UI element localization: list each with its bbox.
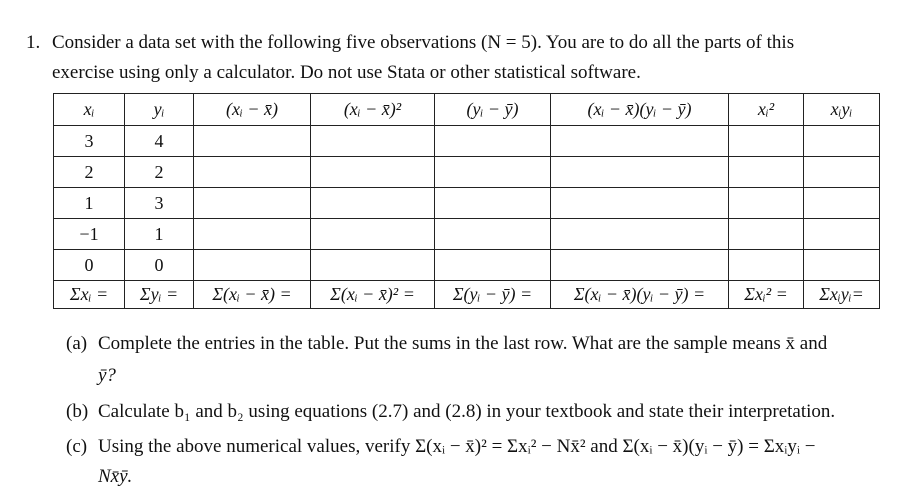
header-xy: xᵢyᵢ <box>804 94 880 126</box>
cell-cross-product <box>551 126 729 157</box>
cell-cross-product <box>551 250 729 281</box>
header-x: xᵢ <box>54 94 125 126</box>
cell-x-dev-squared <box>311 188 435 219</box>
table-row <box>54 126 880 157</box>
sums-row <box>54 281 880 309</box>
cell-x-squared <box>729 219 804 250</box>
cell-x-dev <box>194 126 311 157</box>
observations-table <box>53 93 880 309</box>
part-c-label: (c) <box>66 436 88 457</box>
cell-x: 1 <box>54 188 125 219</box>
table-header-row <box>54 94 880 126</box>
table-row <box>54 250 880 281</box>
cell-cross-product <box>551 157 729 188</box>
cell-cross-product <box>551 219 729 250</box>
part-a-label: (a) <box>66 333 88 354</box>
cell-x-dev-squared <box>311 126 435 157</box>
sum-x: Σxᵢ = <box>54 281 125 309</box>
cell-x-dev-squared <box>311 250 435 281</box>
sum-x-squared: Σxᵢ² = <box>729 281 804 309</box>
cell-y-dev <box>435 126 551 157</box>
sum-y: Σyᵢ = <box>125 281 194 309</box>
cell-y: 1 <box>125 219 194 250</box>
cell-xy <box>804 126 880 157</box>
part-a-text-line-2: ȳ? <box>98 365 116 386</box>
header-x-squared: xᵢ² <box>729 94 804 126</box>
sum-x-dev: Σ(xᵢ − x̄) = <box>194 281 311 309</box>
cell-xy <box>804 188 880 219</box>
cell-x-dev-squared <box>311 157 435 188</box>
sum-cross-product: Σ(xᵢ − x̄)(yᵢ − ȳ) = <box>551 281 729 309</box>
part-c-text-line-2: Nx̄ȳ. <box>98 466 133 487</box>
part-a-text-line-1: Complete the entries in the table. Put the sums in the last row. What are the sample means x̄ and <box>98 333 828 354</box>
cell-x-dev <box>194 157 311 188</box>
cell-y: 3 <box>125 188 194 219</box>
cell-y-dev <box>435 250 551 281</box>
table-row <box>54 157 880 188</box>
header-x-dev-squared: (xᵢ − x̄)² <box>311 94 435 126</box>
cell-x-dev-squared <box>311 219 435 250</box>
cell-y-dev <box>435 188 551 219</box>
question-number: 1. <box>26 32 41 53</box>
header-cross-product: (xᵢ − x̄)(yᵢ − ȳ) <box>551 94 729 126</box>
header-y: yᵢ <box>125 94 194 126</box>
cell-xy <box>804 157 880 188</box>
sum-y-dev: Σ(yᵢ − ȳ) = <box>435 281 551 309</box>
cell-xy <box>804 250 880 281</box>
cell-x-dev <box>194 188 311 219</box>
cell-x: −1 <box>54 219 125 250</box>
cell-y: 4 <box>125 126 194 157</box>
part-b-text: Calculate b₁ and b₂ using equations (2.7) and (2.8) in your textbook and state their interpretation. <box>98 401 836 422</box>
cell-x: 0 <box>54 250 125 281</box>
cell-y: 0 <box>125 250 194 281</box>
cell-x-squared <box>729 126 804 157</box>
cell-xy <box>804 219 880 250</box>
cell-y-dev <box>435 157 551 188</box>
question-text-line-1: Consider a data set with the following five observations (N = 5). You are to do all the parts of this <box>52 32 795 53</box>
header-y-dev: (yᵢ − ȳ) <box>435 94 551 126</box>
part-c-text-line-1: Using the above numerical values, verify Σ(xᵢ − x̄)² = Σxᵢ² − Nx̄² and Σ(xᵢ − x̄)(yᵢ − ȳ) = Σxᵢyᵢ − <box>98 436 816 457</box>
cell-x-dev <box>194 219 311 250</box>
header-x-dev: (xᵢ − x̄) <box>194 94 311 126</box>
cell-x-squared <box>729 157 804 188</box>
cell-x: 3 <box>54 126 125 157</box>
cell-x: 2 <box>54 157 125 188</box>
table-row <box>54 188 880 219</box>
part-b-label: (b) <box>66 401 89 422</box>
table-row <box>54 219 880 250</box>
cell-y: 2 <box>125 157 194 188</box>
cell-cross-product <box>551 188 729 219</box>
cell-y-dev <box>435 219 551 250</box>
cell-x-dev <box>194 250 311 281</box>
question-text-line-2: exercise using only a calculator. Do not use Stata or other statistical software. <box>52 62 641 83</box>
sum-xy: Σxᵢyᵢ= <box>804 281 880 309</box>
sum-x-dev-squared: Σ(xᵢ − x̄)² = <box>311 281 435 309</box>
cell-x-squared <box>729 250 804 281</box>
cell-x-squared <box>729 188 804 219</box>
